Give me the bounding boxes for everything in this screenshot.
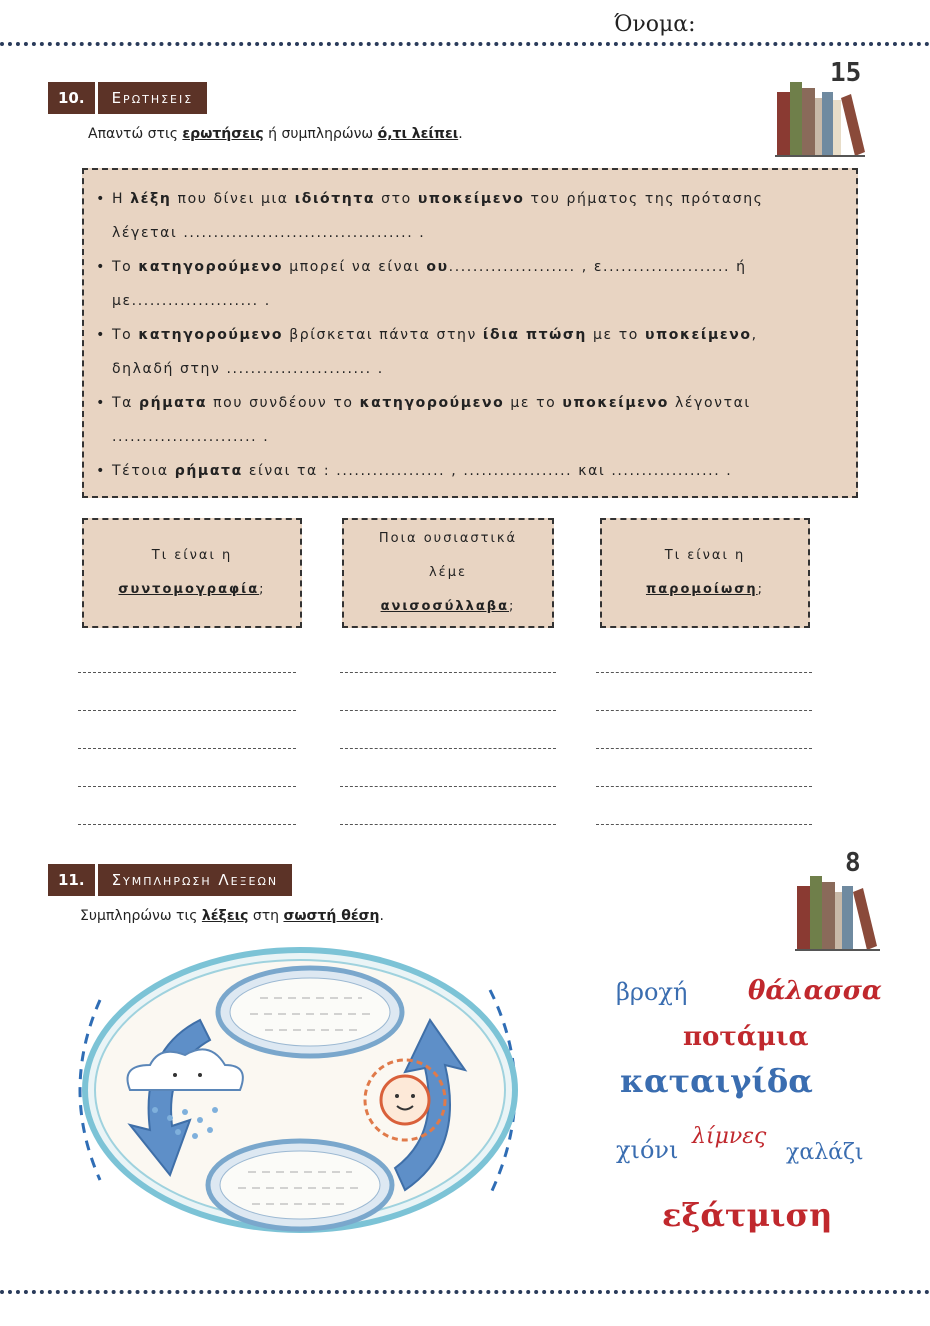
answer-line[interactable] xyxy=(596,710,812,711)
section-11-instruction: Συμπληρώνω τις λέξεις στη σωστή θέση. xyxy=(80,908,384,924)
questions-box xyxy=(82,168,858,498)
answer-line[interactable] xyxy=(340,710,556,711)
section-10-heading: Ερωτησεισ xyxy=(111,89,194,107)
section-10-number: 10. xyxy=(48,82,98,114)
answer-line[interactable] xyxy=(596,672,812,673)
word-storm: καταιγίδα xyxy=(620,1062,813,1100)
word-evaporation: εξάτμιση xyxy=(662,1196,833,1234)
section-10-score: 15 xyxy=(830,58,862,88)
answer-line[interactable] xyxy=(78,710,296,711)
answer-line[interactable] xyxy=(340,786,556,787)
answer-line[interactable] xyxy=(78,824,296,825)
question-1-answer: λέγεται ...................................... . xyxy=(112,225,426,241)
answer-line[interactable] xyxy=(78,672,296,673)
answer-line[interactable] xyxy=(78,748,296,749)
section-11-title xyxy=(48,864,292,896)
books-icon xyxy=(795,862,880,952)
section-11-number: 11. xyxy=(48,864,98,896)
top-divider xyxy=(0,42,930,46)
word-rivers: ποτάμια xyxy=(683,1022,809,1052)
answer-line[interactable] xyxy=(340,672,556,673)
section-10-title xyxy=(48,82,207,114)
question-3-answer: δηλαδή στην ........................ . xyxy=(112,361,384,377)
small-question-unequal-syllables: Ποια ουσιαστικά λέμε ανισοσύλλαβα; xyxy=(342,518,554,628)
small-question-simile: Τι είναι η παρομοίωση; xyxy=(600,518,810,628)
answer-line[interactable] xyxy=(340,748,556,749)
answer-line[interactable] xyxy=(596,824,812,825)
question-2: • Το κατηγορούμενο μπορεί να είναι ου..................... , ε..................... ή xyxy=(96,259,747,275)
question-3: • Το κατηγορούμενο βρίσκεται πάντα στην ίδια πτώση με το υποκείμενο, xyxy=(96,327,758,343)
answer-line[interactable] xyxy=(596,748,812,749)
word-sea: θάλασσα xyxy=(748,976,882,1006)
question-2-answer: με..................... . xyxy=(112,293,271,309)
word-hail: χαλάζι xyxy=(786,1140,864,1165)
section-11-heading: Συμπληρωση Λεξεων xyxy=(111,871,279,889)
water-cycle-illustration xyxy=(60,940,540,1240)
bottom-divider xyxy=(0,1290,930,1294)
answer-bubble-top xyxy=(218,968,402,1056)
section-11-score: 8 xyxy=(845,848,861,878)
answer-line[interactable] xyxy=(340,824,556,825)
section-10-instruction: Απαντώ στις ερωτήσεις ή συμπληρώνω ό,τι λείπει. xyxy=(88,126,463,142)
word-lakes: λίμνες xyxy=(692,1124,767,1149)
question-1: • Η λέξη που δίνει μια ιδιότητα στο υποκείμενο του ρήματος της πρότασης xyxy=(96,191,764,207)
small-question-abbreviation: Τι είναι η συντομογραφία; xyxy=(82,518,302,628)
answer-bubble-bottom xyxy=(208,1141,392,1229)
question-4: • Τα ρήματα που συνδέουν το κατηγορούμενο με το υποκείμενο λέγονται xyxy=(96,395,751,411)
name-label: Όνομα: xyxy=(614,12,696,37)
answer-line[interactable] xyxy=(78,786,296,787)
question-5: • Τέτοια ρήματα είναι τα : .................. , .................. και .................. . xyxy=(96,463,733,479)
word-snow: χιόνι xyxy=(616,1136,679,1164)
answer-line[interactable] xyxy=(596,786,812,787)
word-rain: βροχή xyxy=(616,978,688,1006)
question-4-answer: ........................ . xyxy=(112,429,270,445)
